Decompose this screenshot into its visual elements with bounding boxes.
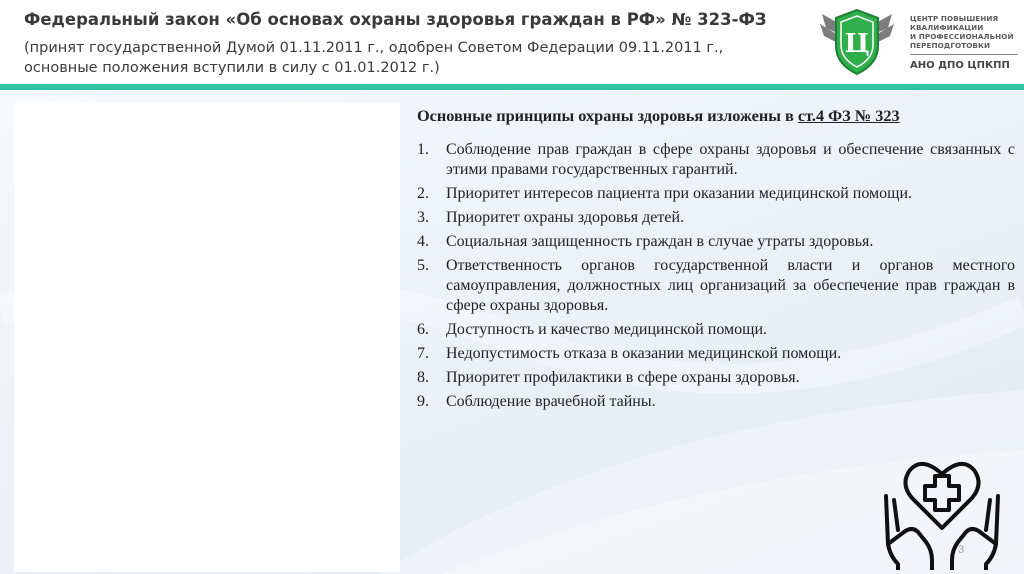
item-number: 7.	[417, 345, 429, 362]
page-number: 3	[958, 544, 965, 556]
list-item	[417, 256, 1015, 316]
list-item	[417, 140, 1015, 180]
principles-heading	[417, 106, 1015, 126]
logo-line: И ПРОФЕССИОНАЛЬНОЙ	[910, 32, 1014, 41]
item-text: Приоритет профилактики в сфере охраны здоровья.	[446, 369, 800, 386]
logo-org-name: АНО ДПО ЦПКПП	[910, 60, 1010, 71]
item-number: 5.	[417, 257, 429, 274]
item-text: Ответственность органов государственной власти и органов местного самоуправления, должностных лиц организаций за обеспечение прав граждан в сфере охраны здоровья.	[446, 257, 1015, 314]
list-item	[417, 320, 1015, 340]
principles-block	[417, 106, 1015, 416]
logo-line: КВАЛИФИКАЦИИ	[910, 23, 984, 32]
logo-divider	[910, 54, 1018, 55]
list-item	[417, 208, 1015, 228]
item-number: 2.	[417, 185, 429, 202]
slide-header	[0, 0, 1024, 84]
logo-line: ЦЕНТР ПОВЫШЕНИЯ	[910, 14, 999, 23]
item-number: 6.	[417, 321, 429, 338]
image-placeholder	[14, 102, 400, 572]
logo-caption	[910, 14, 1020, 50]
slide-title: Федеральный закон «Об основах охраны здоровья граждан в РФ» № 323-ФЗ	[24, 10, 767, 29]
item-text: Приоритет интересов пациента при оказании медицинской помощи.	[446, 185, 913, 202]
hands-heart-cross-icon	[882, 440, 1002, 570]
item-text: Соблюдение прав граждан в сфере охраны здоровья и обеспечение связанных с этими правами государственных гарантий.	[446, 141, 1015, 178]
item-text: Недопустимость отказа в оказании медицинской помощи.	[446, 345, 842, 362]
organization-logo	[818, 4, 1018, 78]
logo-line: ПЕРЕПОДГОТОВКИ	[910, 41, 991, 50]
heading-prefix: Основные принципы охраны здоровья изложены в	[417, 106, 798, 125]
list-item	[417, 232, 1015, 252]
emblem-letters: Ц	[844, 29, 870, 59]
list-item	[417, 184, 1015, 204]
item-text: Соблюдение врачебной тайны.	[446, 393, 656, 410]
item-text: Приоритет охраны здоровья детей.	[446, 209, 685, 226]
list-item	[417, 392, 1015, 412]
item-number: 3.	[417, 209, 429, 226]
item-number: 1.	[417, 141, 429, 158]
item-number: 8.	[417, 369, 429, 386]
shield-ts-emblem-icon	[818, 4, 896, 78]
item-text: Доступность и качество медицинской помощи.	[446, 321, 768, 338]
item-number: 4.	[417, 233, 429, 250]
list-item	[417, 344, 1015, 364]
item-text: Социальная защищенность граждан в случае утраты здоровья.	[446, 233, 874, 250]
principles-list	[417, 140, 1015, 412]
slide-content	[0, 90, 1024, 574]
law-article-link[interactable]: ст.4 ФЗ № 323	[797, 106, 900, 125]
slide-subtitle: (принят государственной Думой 01.11.2011 г., одобрен Советом Федерации 09.11.2011 г., основные положения вступили в силу с 01.01.2012 г.)	[24, 40, 724, 76]
list-item	[417, 368, 1015, 388]
item-number: 9.	[417, 393, 429, 410]
